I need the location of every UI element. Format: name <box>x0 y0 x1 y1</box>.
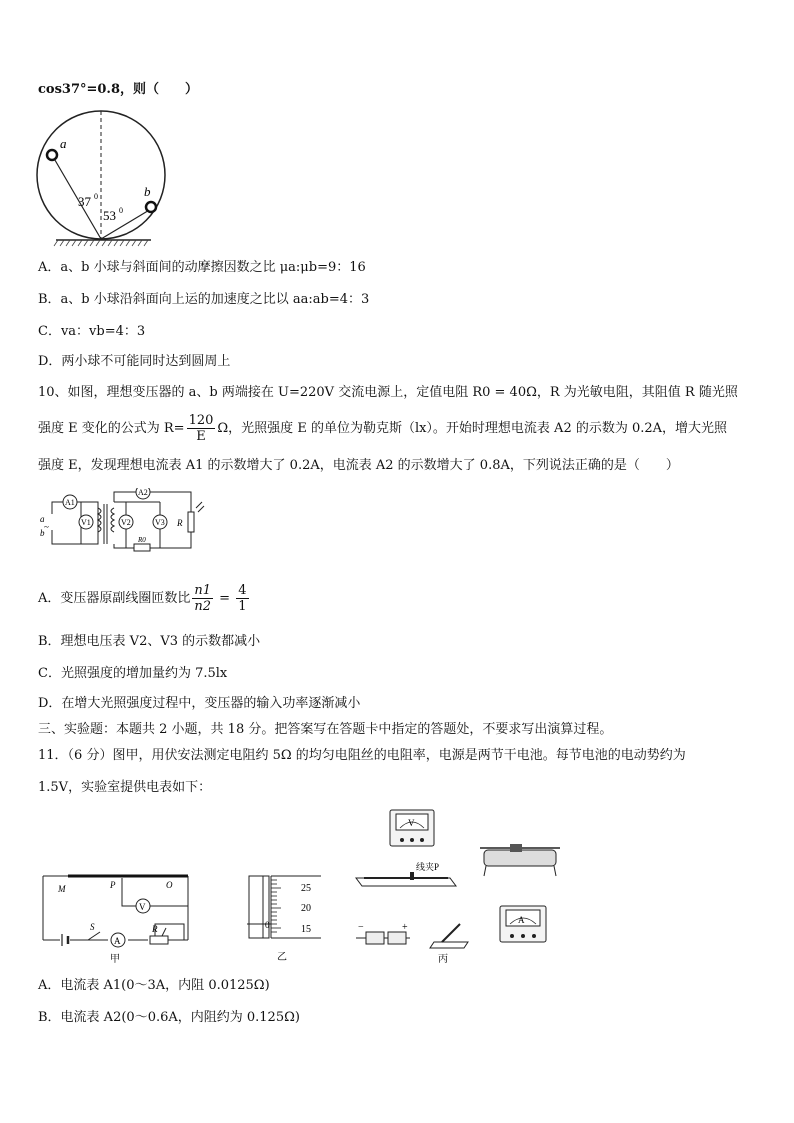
svg-text:V3: V3 <box>155 518 165 527</box>
q11-stem-line1: 11．（6 分）图甲，用伏安法测定电阻约 5Ω 的均匀电阻丝的电阻率，电源是两节干电池。每节电池的电动势约为 <box>38 748 686 763</box>
battery-icon <box>356 922 410 944</box>
q10-option-c: C．光照强度的增加量约为 7.5lx <box>38 666 228 681</box>
svg-text:0: 0 <box>119 206 123 215</box>
q9-option-d: D．两小球不可能同时达到圆周上 <box>38 354 231 369</box>
q10-option-a: A．变压器原副线圈匝数比 $\frac{n1}{n2}$ = $\frac{4}{1}$ <box>38 583 247 614</box>
label-b: b <box>144 184 151 199</box>
svg-text:V: V <box>139 902 146 912</box>
svg-text:+: + <box>402 922 408 933</box>
svg-text:V: V <box>408 818 415 828</box>
q10-stem-line1: 10、如图，理想变压器的 a、b 两端接在 U=220V 交流电源上，定值电阻 R0 = 40Ω，R 为光敏电阻，其阻值 R 随光照 <box>38 385 738 400</box>
svg-text:~: ~ <box>44 522 49 532</box>
voltmeter-icon <box>390 810 434 846</box>
svg-text:a: a <box>40 514 45 524</box>
svg-text:线夹P: 线夹P <box>416 862 440 872</box>
svg-text:A: A <box>518 915 525 925</box>
q9-stem-tail: cos37°=0.8，则（ ） <box>38 82 199 97</box>
svg-text:V1: V1 <box>81 518 91 527</box>
svg-text:S: S <box>90 922 95 932</box>
svg-text:15: 15 <box>301 924 311 935</box>
q9-option-b: B．a、b 小球沿斜面向上运的加速度之比以 aa:ab=4：3 <box>38 292 370 307</box>
q11-figure-jia <box>38 868 198 966</box>
q11-option-b: B．电流表 A2(0～0.6A，内阻约为 0.125Ω) <box>38 1010 300 1025</box>
q11-figure-yi <box>245 866 325 966</box>
svg-text:M: M <box>58 884 66 894</box>
q11-option-a: A．电流表 A1(0～3A，内阻 0.0125Ω) <box>38 978 270 993</box>
switch-icon <box>430 924 468 948</box>
rheostat-icon <box>480 844 560 876</box>
q10-transformer-circuit <box>36 488 216 552</box>
q10-stem-line2: 强度 E 变化的公式为 R= $\frac{120}{E}$ Ω，光照强度 E 的单位为勒克斯（lx）。开始时理想电流表 A2 的示数为 0.2A，增大光照 <box>38 413 728 444</box>
svg-text:V2: V2 <box>121 518 131 527</box>
svg-text:b: b <box>40 528 45 538</box>
q11-figure-bing <box>350 806 570 966</box>
svg-text:0: 0 <box>265 920 270 930</box>
svg-text:A2: A2 <box>138 488 148 497</box>
section-3-heading: 三、实验题：本题共 2 小题，共 18 分。把答案写在答题卡中指定的答题处，不要求写出演算过程。 <box>38 722 613 737</box>
ammeter-icon <box>500 906 546 942</box>
svg-text:A: A <box>114 936 121 946</box>
svg-text:丙: 丙 <box>438 954 448 965</box>
q10-fraction: $\frac{120}{E}$ <box>188 413 214 444</box>
q10-option-b: B．理想电压表 V2、V3 的示数都减小 <box>38 634 261 649</box>
svg-text:20: 20 <box>301 903 311 914</box>
label-a: a <box>60 136 67 151</box>
q10-stem-line3: 强度 E，发现理想电流表 A1 的示数增大了 0.2A，电流表 A2 的示数增大了 0.8A，下列说法正确的是（ ） <box>38 458 679 473</box>
svg-text:乙: 乙 <box>277 952 287 963</box>
svg-text:R: R <box>152 924 158 934</box>
svg-text:P: P <box>110 880 116 890</box>
svg-text:25: 25 <box>301 883 311 894</box>
q11-stem-line2: 1.5V，实验室提供电表如下： <box>38 780 212 795</box>
q10-option-d: D．在增大光照强度过程中，变压器的输入功率逐渐减小 <box>38 696 361 711</box>
angle-37: 37 <box>78 194 91 209</box>
svg-text:0: 0 <box>94 192 98 201</box>
ball-a <box>47 150 57 160</box>
ball-b <box>146 202 156 212</box>
q9-circle-figure <box>36 108 176 250</box>
q9-option-c: C．va：vb=4：3 <box>38 324 146 339</box>
svg-text:甲: 甲 <box>110 954 120 965</box>
q9-option-a: A．a、b 小球与斜面间的动摩擦因数之比 μa:μb=9：16 <box>38 260 366 275</box>
svg-text:R: R <box>177 518 183 528</box>
angle-53: 53 <box>103 208 116 223</box>
resistance-wire-board <box>356 861 456 886</box>
svg-text:O: O <box>166 880 173 890</box>
svg-text:R0: R0 <box>138 536 146 544</box>
svg-text:A1: A1 <box>65 498 75 507</box>
svg-text:−: − <box>358 922 364 933</box>
